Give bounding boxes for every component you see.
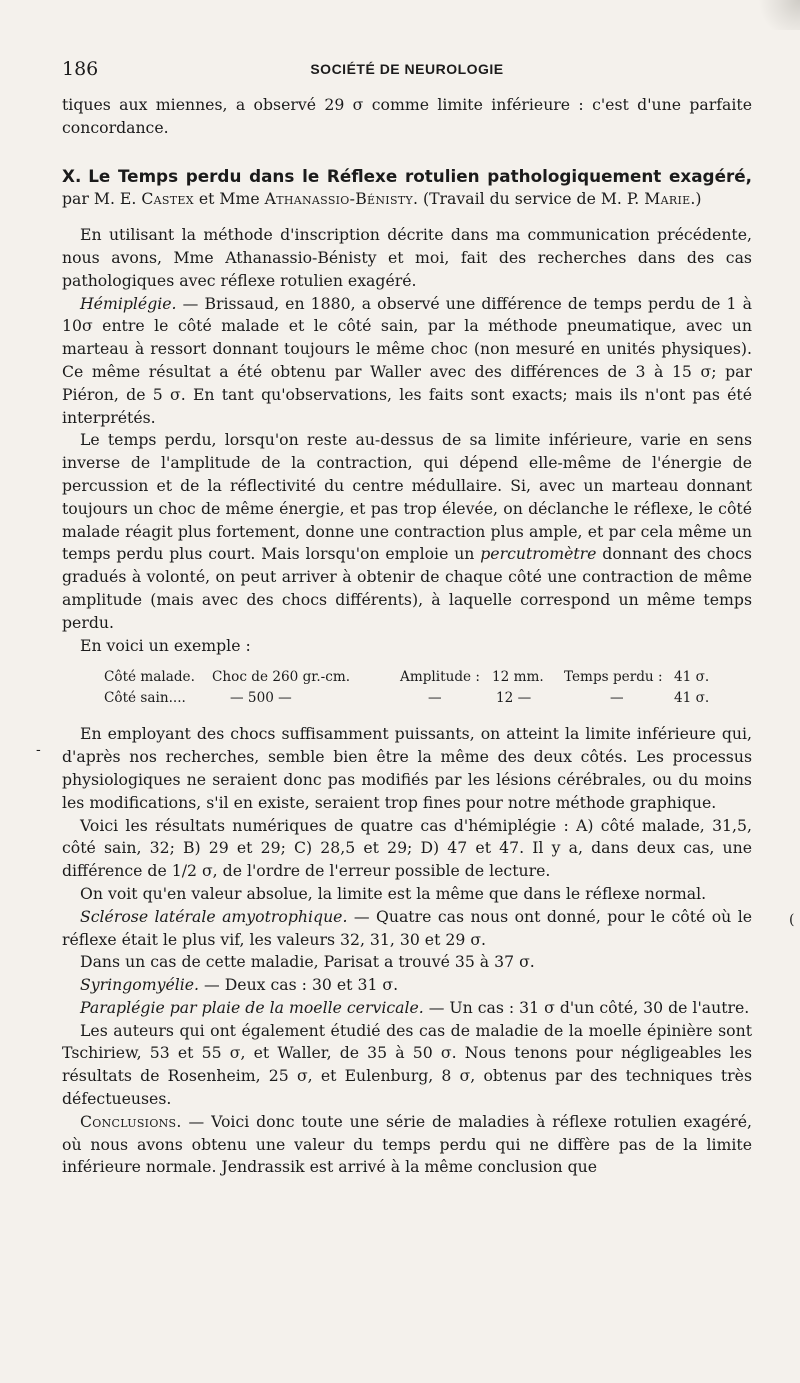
author-castex: Castex: [141, 189, 194, 209]
paragraph-employant: En employant des chocs suffisamment puissants, on atteint la limite inférieure qui, d'après nos recherches, semble bien être la même des deux côtés. Les processus physiologiques ne seraient donc pas modifiés par les lésions cérébrales, ou du moins les modifications, s'il en existe, seraient trop fines pour notre méthode graphique.: [62, 724, 752, 812]
paragraph-exemple: En voici un exemple :: [80, 635, 251, 655]
authors-prefix: par M. E.: [62, 189, 142, 209]
paragraph-conclusions: [62, 1111, 752, 1179]
paragraph-voici: Voici les résultats numériques de quatre cas d'hémiplégie : A) côté malade, 31,5, côté sain, 32; B) 29 et 29; C) 28,5 et 29; D) 47 et 47. Il y a, dans deux cas, une différence de 1/2 σ, de l'ordre de l'erreur possible de lecture.: [62, 815, 752, 881]
text-paraplegie: — Un cas : 31 σ d'un côté, 30 de l'autre.: [423, 997, 750, 1017]
table-cell: Côté sain....: [104, 690, 186, 707]
paragraph-syringomyelie: [62, 974, 752, 997]
table-cell: —: [610, 690, 624, 707]
table-cell: 12 —: [496, 690, 532, 707]
table-cell: 41 σ.: [674, 669, 710, 686]
margin-mark-left: -: [36, 742, 41, 758]
paragraph-intro: En utilisant la méthode d'inscription décrite dans ma communication précédente, nous avons, Mme Athanassio-Bénisty et moi, fait des recherches dans des cas pathologiques avec réflexe rotulien exagéré.: [62, 225, 752, 290]
scan-smudge: [754, 0, 800, 30]
section-number: X.: [62, 165, 82, 186]
paragraph-hemiplegie: [62, 293, 752, 430]
table-cell: —: [428, 690, 442, 707]
label-conclusions: Conclusions.: [80, 1111, 182, 1131]
table-cell: — 500 —: [230, 690, 292, 707]
paragraph-auteurs: Les auteurs qui ont également étudié des cas de maladie de la moelle épinière sont Tschiriew, 53 et 55 σ, et Waller, de 35 à 50 σ. Nous tenons pour négligeables les résultats de Rosenheim, 25 σ, et Eulenburg, 8 σ, obtenus par des techniques très défectueuses.: [62, 1020, 752, 1109]
label-paraplegie: Paraplégie par plaie de la moelle cervicale.: [80, 997, 424, 1017]
text-temps-perdu-b: donnant des chocs gradués à volonté, on peut arriver à obtenir de chaque côté une contraction de même amplitude (mais avec des chocs différents), à laquelle correspond un même temps perdu.: [62, 544, 752, 632]
authors-end: .): [690, 189, 702, 209]
margin-mark-right: (: [789, 912, 795, 928]
table-row: [104, 667, 752, 688]
author-athanassio: Athanassio-Bénisty: [264, 189, 413, 209]
text-sla: — Quatre cas nous ont donné, pour le côté où le réflexe était le plus vif, les valeurs 32, 31, 30 et 29 σ.: [62, 906, 753, 949]
paragraph-sla: [62, 906, 752, 952]
paragraph-parisat: Dans un cas de cette maladie, Parisat a trouvé 35 à 37 σ.: [80, 952, 535, 972]
authors-mid: et Mme: [193, 189, 265, 209]
body-text: [62, 94, 752, 1179]
text-conclusions: — Voici donc toute une série de maladies à réflexe rotulien exagéré, où nous avons obtenu une valeur du temps perdu qui ne diffère pas de la limite inférieure normale. Jendrassik est arrivé à la même conclusion que: [62, 1111, 752, 1177]
label-hemiplegie: Hémiplégie.: [80, 293, 177, 313]
section-heading: [62, 165, 752, 212]
table-cell: Choc de 260 gr.-cm.: [212, 669, 351, 686]
page-header: [62, 58, 752, 82]
table-cell: Amplitude :: [400, 669, 480, 686]
authors-post: . (Travail du service de M. P.: [413, 189, 645, 209]
label-sla: Sclérose latérale amyotrophique.: [80, 906, 348, 926]
paragraph-temps-perdu: [62, 429, 752, 634]
table-cell: Temps perdu :: [564, 669, 663, 686]
paragraph-continuation: tiques aux miennes, a observé 29 σ comme limite inférieure : c'est d'une parfaite concordance.: [62, 95, 752, 137]
section-title: Le Temps perdu dans le Réflexe rotulien pathologiquement exagéré,: [88, 165, 752, 186]
paragraph-paraplegie: [62, 997, 752, 1020]
running-head: SOCIÉTÉ DE NEUROLOGIE: [310, 61, 504, 77]
table-cell: Côté malade.: [104, 669, 195, 686]
page-number: 186: [62, 58, 99, 80]
table-row: [104, 688, 752, 709]
table-cell: 41 σ.: [674, 690, 710, 707]
table-cell: 12 mm.: [492, 669, 544, 686]
text-syringomyelie: — Deux cas : 30 et 31 σ.: [199, 975, 399, 995]
text-hemiplegie: — Brissaud, en 1880, a observé une différence de temps perdu de 1 à 10σ entre le côté malade et le côté sain, par la méthode pneumatique, avec un marteau à ressort donnant toujours le même choc (non mesuré en unités physiques). Ce même résultat a été obtenu par Waller avec des différences de 3 à 15 σ; par Piéron, de 5 σ. En tant qu'observations, les faits sont exacts; mais ils n'ont pas été interprétés.: [62, 293, 752, 427]
term-percutrometre: percutromètre: [480, 544, 597, 564]
text-temps-perdu-a: Le temps perdu, lorsqu'on reste au-dessus de sa limite inférieure, varie en sens inverse de l'amplitude de la contraction, qui dépend elle-même de l'énergie de percussion et de la réflectivité du centre médullaire. Si, avec un marteau donnant toujours un choc de même énergie, et pas trop élevée, on déclanche le réflexe, le côté malade réagit plus fortement, donne une contraction plus ample, et par cela même un temps perdu plus court. Mais lorsqu'on emploie un: [62, 430, 752, 564]
example-table: [62, 667, 752, 709]
label-syringomyelie: Syringomyélie.: [80, 975, 200, 995]
paragraph-on-voit: On voit qu'en valeur absolue, la limite est la même que dans le réflexe normal.: [80, 883, 707, 903]
author-marie: Marie: [644, 189, 691, 209]
